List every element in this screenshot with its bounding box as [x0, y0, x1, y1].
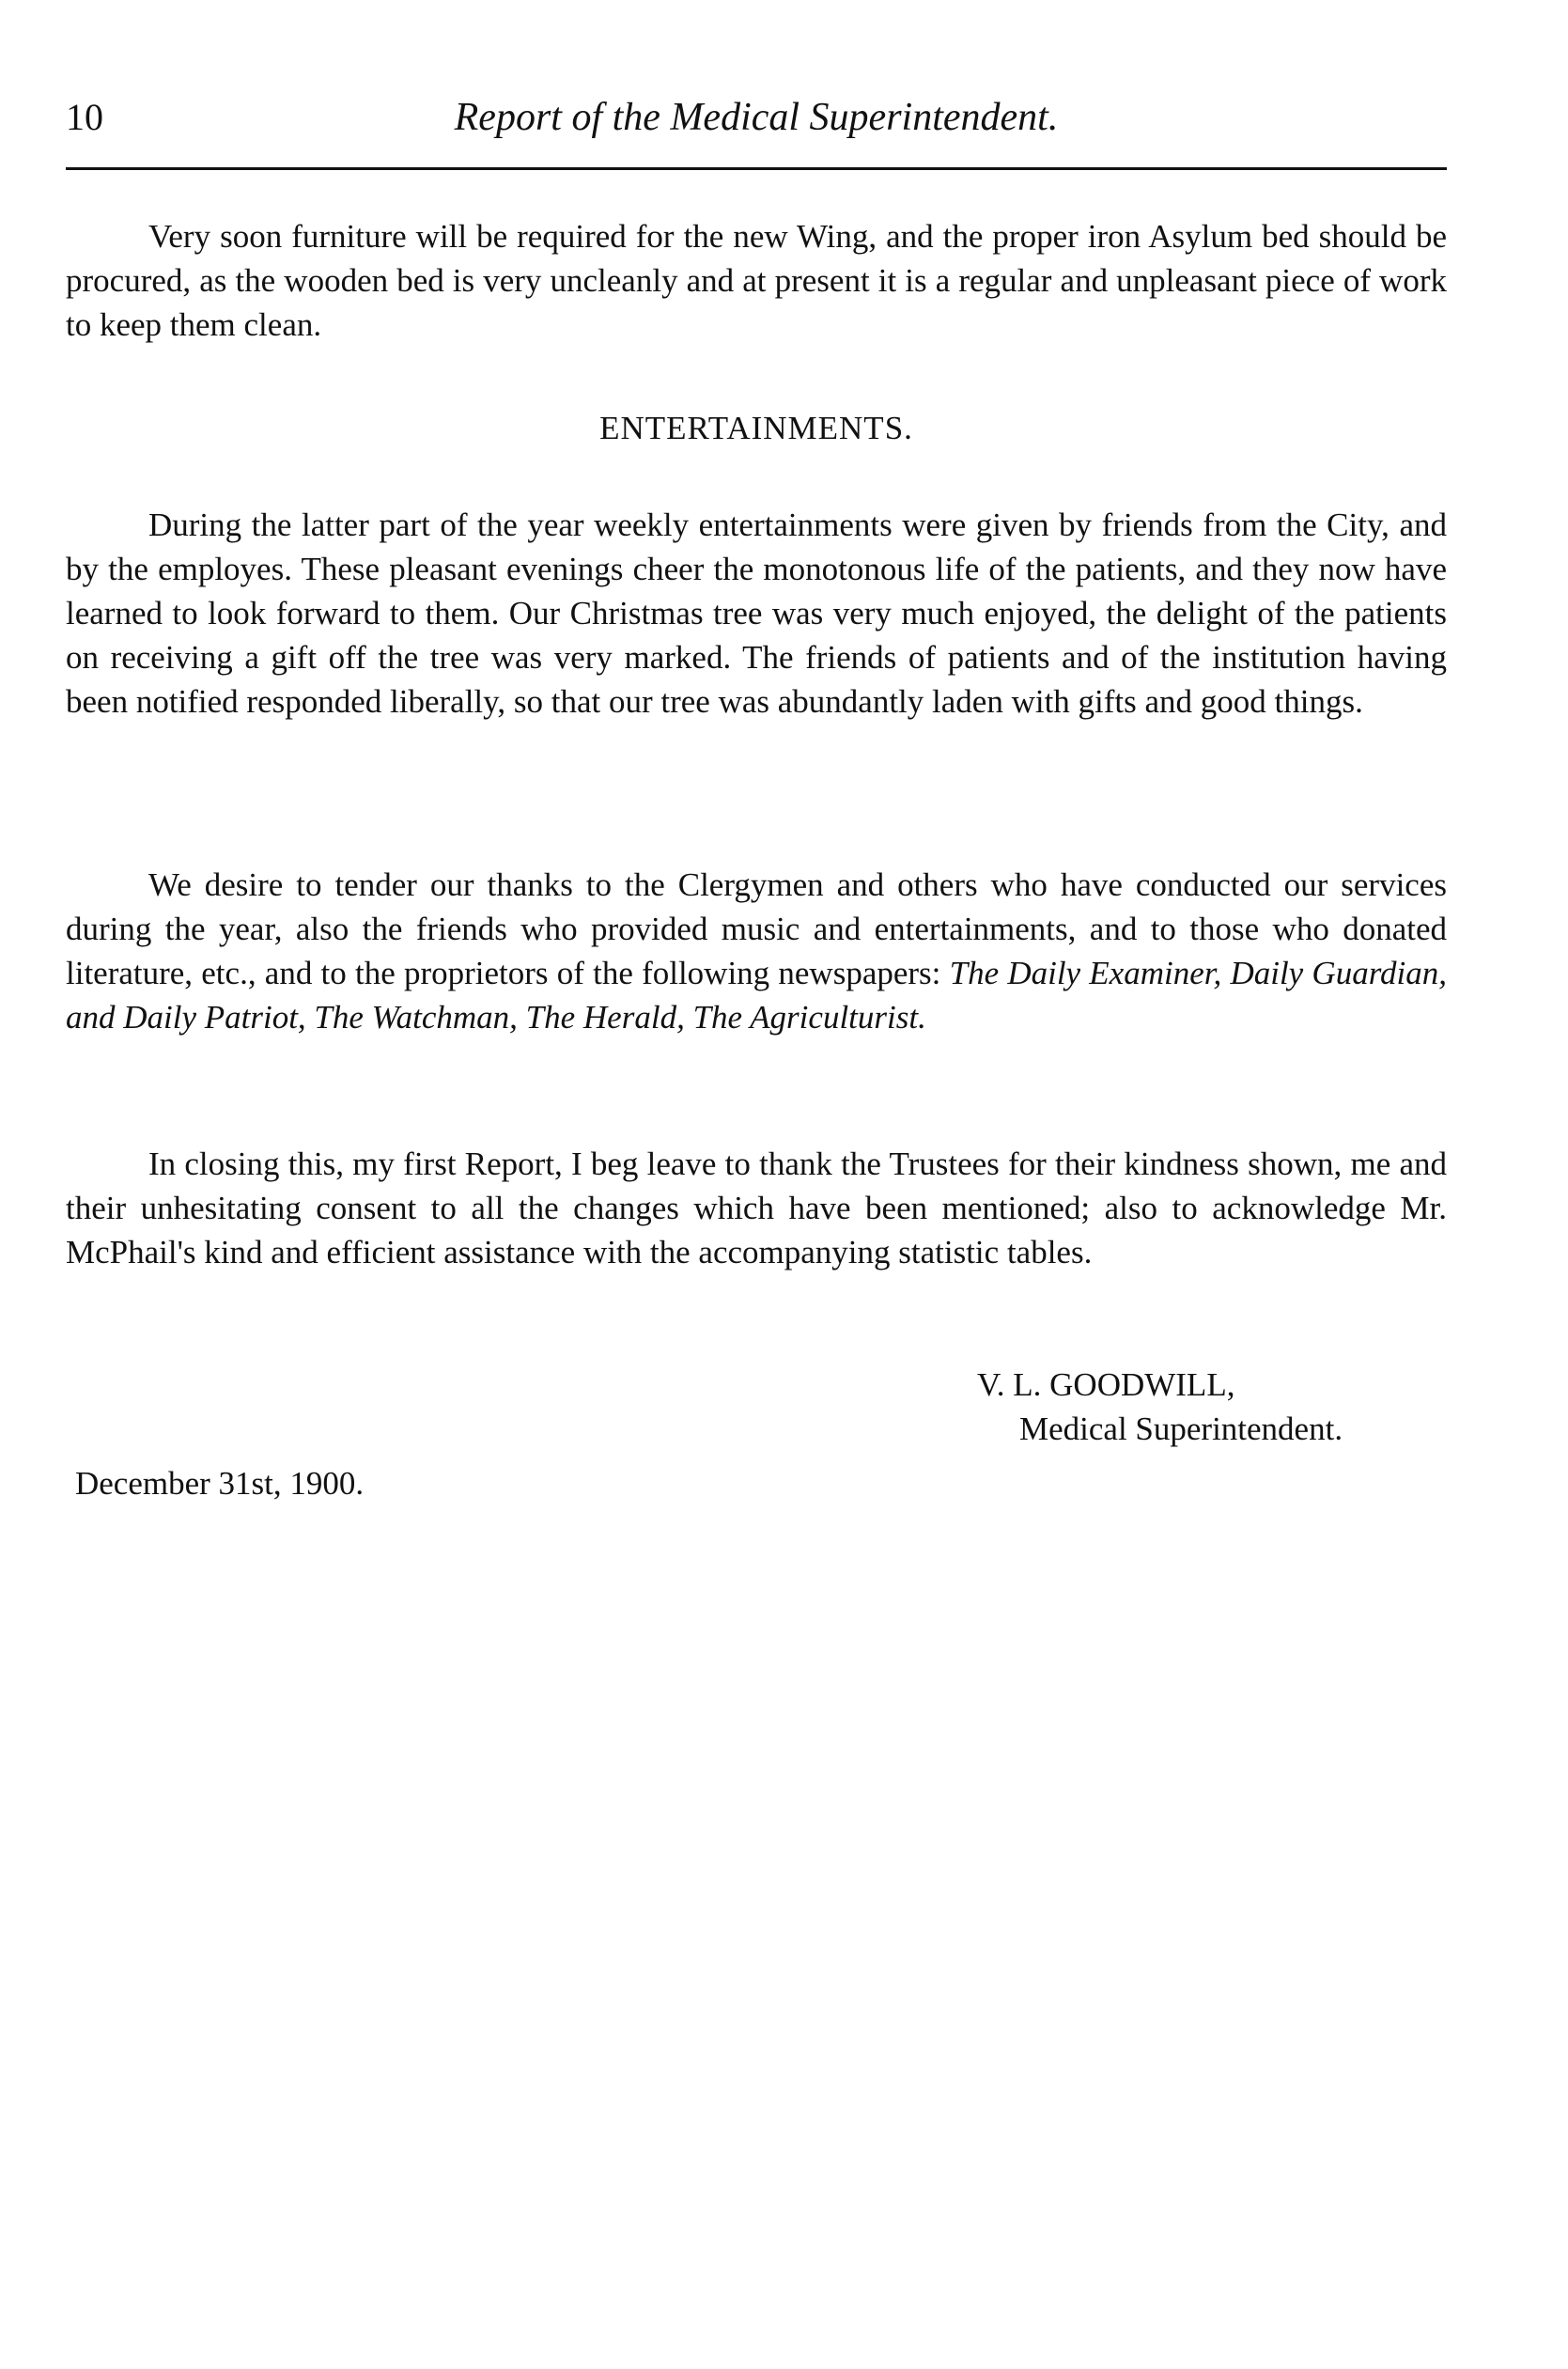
report-date: December 31st, 1900.	[75, 1465, 365, 1502]
closing-paragraph-block	[66, 1142, 1447, 1274]
signatory-title: Medical Superintendent.	[1019, 1410, 1343, 1447]
header-rule	[66, 167, 1447, 170]
thanks-paragraph	[66, 863, 1447, 1039]
entertainments-heading: ENTERTAINMENTS.	[599, 410, 913, 446]
entertainments-paragraph-block	[66, 503, 1447, 724]
newspaper-list: The Daily Examiner, Daily Guardian, and Daily Patriot, The Watchman, The Herald, The Agriculturist.	[66, 955, 1447, 1036]
furniture-paragraph-block	[66, 214, 1447, 347]
furniture-paragraph: Very soon furniture will be required for the new Wing, and the proper iron Asylum bed should be procured, as the wooden bed is very uncleanly and at present it is a regular and unpleasant piece of work to keep them clean.	[66, 218, 1447, 343]
closing-paragraph: In closing this, my first Report, I beg leave to thank the Trustees for their kindness shown, me and their unhesitating consent to all the changes which have been mentioned; also to acknowledge Mr. McPhail's kind and efficient assistance with the accompanying statistic tables.	[66, 1146, 1447, 1270]
signature-block	[977, 1363, 1343, 1451]
thanks-paragraph-block	[66, 863, 1447, 1039]
signatory-name: V. L. GOODWILL,	[977, 1366, 1235, 1403]
thanks-lead-text: We desire to tender our thanks to the Clergymen and others who have conducted our services during the year, also the friends who provided music and entertainments, and to those who donated literature, etc., and to the proprietors of the following newspapers:	[66, 866, 1447, 991]
page-header	[66, 89, 1447, 146]
page-number: 10	[66, 96, 103, 138]
entertainments-paragraph: During the latter part of the year weekly entertainments were given by friends from the City, and by the employes. These pleasant evenings cheer the monotonous life of the patients, and they now have learned to look forward to them. Our Christmas tree was very much enjoyed, the delight of the patients on receiving a gift off the tree was very marked. The friends of patients and of the institution having been notified responded liberally, so that our tree was abundantly laden with gifts and good things.	[66, 507, 1447, 720]
running-title: Report of the Medical Superintendent.	[454, 96, 1059, 139]
